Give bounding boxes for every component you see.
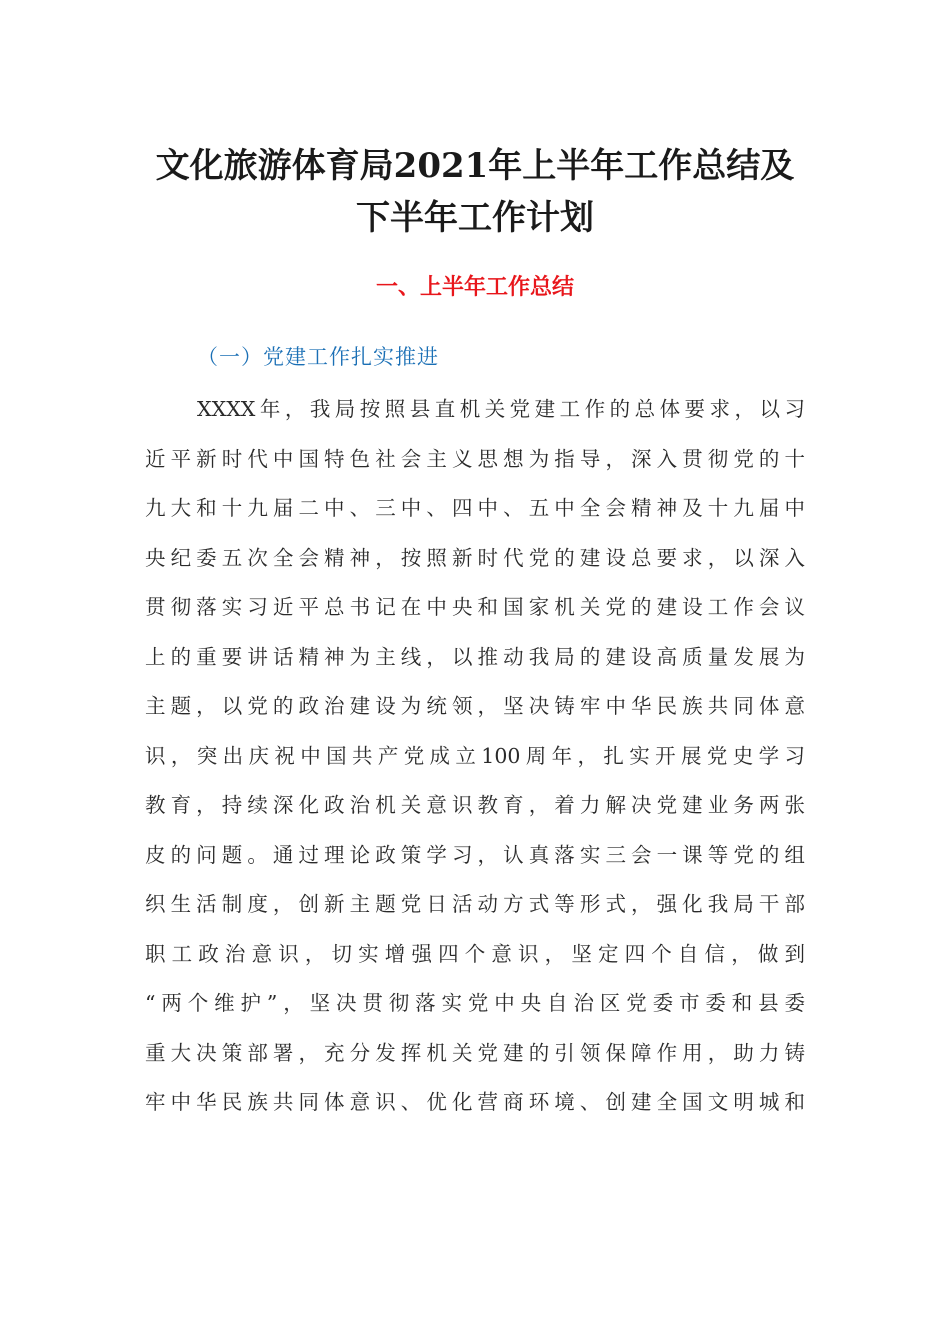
body-line: 近平新时代中国特色社会主义思想为指导，深入贯彻党的十 [145, 446, 805, 471]
body-line: 主题，以党的政治建设为统领，坚决铸牢中华民族共同体意 [145, 694, 805, 718]
body-line: 牢中华民族共同体意识、优化营商环境、创建全国文明城和 [145, 1090, 805, 1114]
body-line: 织生活制度，创新主题党日活动方式等形式，强化我局干部 [145, 892, 805, 916]
section-heading: 一、上半年工作总结 [375, 275, 574, 300]
body-line: 识，突出庆祝中国共产党成立100周年，扎实开展党史学习 [145, 743, 805, 768]
body-paragraph [145, 391, 805, 1134]
body-line: 上的重要讲话精神为主线，以推动我局的建设高质量发展为 [145, 644, 805, 669]
body-line: 重大决策部署，充分发挥机关党建的引领保障作用，助力铸 [145, 1040, 805, 1065]
document-title-line-2: 下半年工作计划 [356, 198, 594, 238]
body-line: XXXX年，我局按照县直机关党建工作的总体要求，以习 [197, 397, 805, 421]
document-title-line-1: 文化旅游体育局2021年上半年工作总结及 [155, 146, 795, 186]
body-line: 职工政治意识，切实增强四个意识，坚定四个自信，做到 [145, 941, 805, 966]
body-line: 皮的问题。通过理论政策学习，认真落实三会一课等党的组 [145, 842, 805, 867]
sub-heading: （一）党建工作扎实推进 [197, 345, 439, 369]
body-line: “两个维护”，坚决贯彻落实党中央自治区党委市委和县委 [145, 991, 805, 1015]
body-line: 教育，持续深化政治机关意识教育，着力解决党建业务两张 [145, 793, 805, 817]
body-line: 贯彻落实习近平总书记在中央和国家机关党的建设工作会议 [145, 595, 805, 619]
body-line: 九大和十九届二中、三中、四中、五中全会精神及十九届中 [145, 496, 805, 520]
body-line: 央纪委五次全会精神，按照新时代党的建设总要求，以深入 [145, 545, 805, 570]
